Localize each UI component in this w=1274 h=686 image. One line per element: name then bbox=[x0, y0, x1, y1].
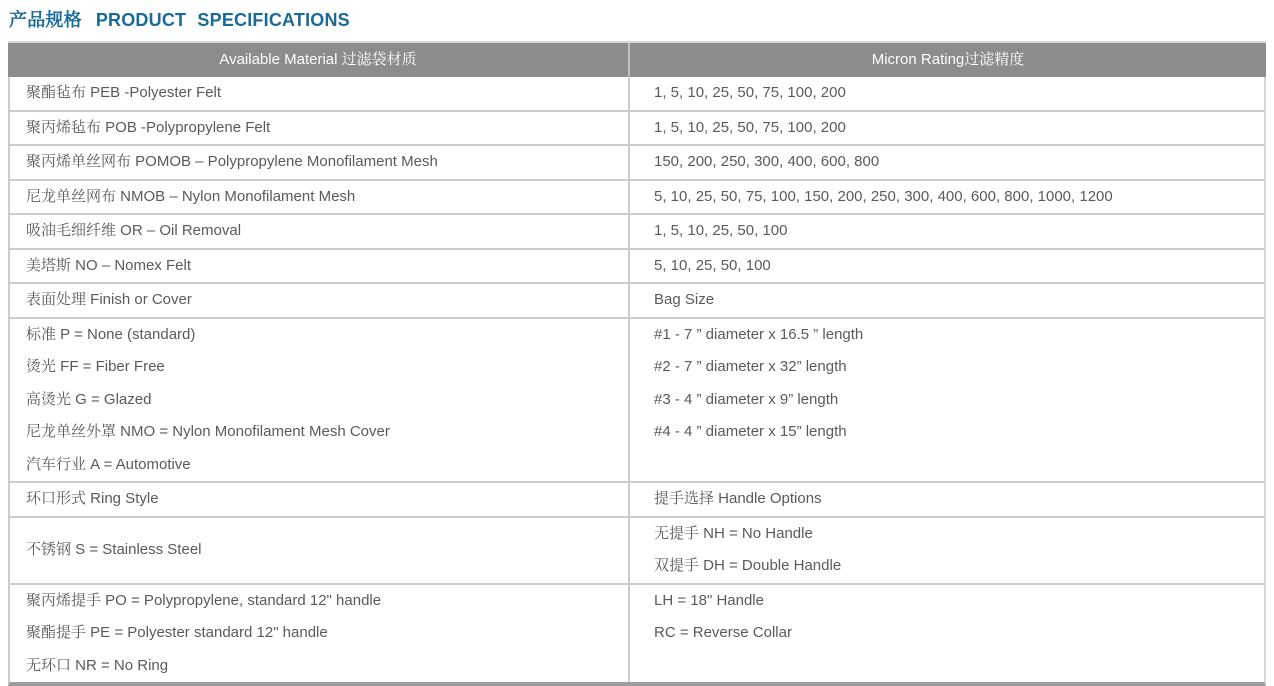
cell-right bbox=[630, 77, 1264, 110]
cell-line: 尼龙单丝外罩 NMO = Nylon Monofilament Mesh Cover bbox=[26, 423, 390, 440]
cell-left bbox=[10, 112, 630, 145]
table-row bbox=[10, 319, 1264, 484]
cell-right bbox=[630, 215, 1264, 248]
table-row bbox=[10, 112, 1264, 147]
cell-line: 聚酯提手 PE = Polyester standard 12" handle bbox=[26, 624, 328, 641]
cell-line: 不锈钢 S = Stainless Steel bbox=[26, 540, 202, 558]
cell-line: 双提手 DH = Double Handle bbox=[654, 557, 842, 574]
cell-left bbox=[10, 250, 630, 283]
cell-line: 150, 200, 250, 300, 400, 600, 800 bbox=[654, 153, 880, 170]
table-row bbox=[10, 181, 1264, 216]
cell-line: 汽车行业 A = Automotive bbox=[26, 455, 191, 473]
table-row bbox=[10, 585, 1264, 683]
page-title-en: PRODUCT SPECIFICATIONS bbox=[95, 10, 350, 30]
cell-line: Bag Size bbox=[654, 291, 715, 308]
cell-right bbox=[630, 483, 1264, 516]
cell-line: 高烫光 G = Glazed bbox=[26, 390, 152, 408]
cell-left bbox=[10, 146, 630, 179]
cell-line: 1, 5, 10, 25, 50, 75, 100, 200 bbox=[654, 84, 846, 101]
cell-line: 1, 5, 10, 25, 50, 75, 100, 200 bbox=[654, 118, 846, 136]
cell-left bbox=[10, 181, 630, 214]
cell-left bbox=[10, 215, 630, 248]
cell-line: #4 - 4 ” diameter x 15” length bbox=[654, 423, 847, 440]
cell-left bbox=[10, 585, 630, 683]
header-micron-rating: Micron Rating过滤精度 bbox=[871, 51, 1025, 68]
cell-line: 尼龙单丝网布 NMOB – Nylon Monofilament Mesh bbox=[26, 187, 356, 205]
cell-line: 表面处理 Finish or Cover bbox=[26, 291, 192, 308]
cell-line: 吸油毛细纤维 OR – Oil Removal bbox=[26, 222, 242, 239]
cell-line: 烫光 FF = Fiber Free bbox=[26, 358, 165, 375]
table-row bbox=[10, 284, 1264, 319]
cell-right bbox=[630, 284, 1264, 317]
cell-line: 聚丙烯提手 PO = Polypropylene, standard 12" handle bbox=[26, 591, 382, 609]
cell-line: #1 - 7 ” diameter x 16.5 ” length bbox=[654, 325, 864, 343]
cell-line: 美塔斯 NO – Nomex Felt bbox=[26, 256, 192, 274]
cell-right bbox=[630, 319, 1264, 482]
cell-left bbox=[10, 284, 630, 317]
cell-right bbox=[630, 146, 1264, 179]
cell-left bbox=[10, 518, 630, 583]
cell-right bbox=[630, 585, 1264, 683]
product-spec-table bbox=[8, 41, 1266, 686]
table-body bbox=[8, 77, 1266, 686]
header-available-material: Available Material 过滤袋材质 bbox=[8, 43, 630, 77]
cell-line: #2 - 7 ” diameter x 32” length bbox=[654, 358, 847, 375]
page-title-zh: 产品规格 bbox=[9, 10, 82, 30]
cell-line: 1, 5, 10, 25, 50, 100 bbox=[654, 222, 788, 239]
table-row bbox=[10, 250, 1264, 285]
cell-line: 提手选择 Handle Options bbox=[654, 490, 822, 507]
cell-line: 环口形式 Ring Style bbox=[26, 490, 159, 507]
cell-line: 标准 P = None (standard) bbox=[26, 325, 196, 343]
table-row bbox=[10, 518, 1264, 585]
table-row bbox=[10, 483, 1264, 518]
cell-right bbox=[630, 250, 1264, 283]
table-row bbox=[10, 146, 1264, 181]
cell-line: RC = Reverse Collar bbox=[654, 624, 792, 641]
cell-line: 无环口 NR = No Ring bbox=[26, 656, 169, 674]
cell-line: #3 - 4 ” diameter x 9” length bbox=[654, 390, 839, 408]
table-row bbox=[10, 77, 1264, 112]
cell-line: 聚丙烯毡布 POB -Polypropylene Felt bbox=[26, 118, 271, 136]
table-header-row bbox=[8, 41, 1266, 77]
cell-left bbox=[10, 319, 630, 482]
cell-right bbox=[630, 112, 1264, 145]
cell-line: 聚丙烯单丝网布 POMOB – Polypropylene Monofilament Mesh bbox=[26, 153, 438, 170]
cell-left bbox=[10, 77, 630, 110]
cell-line: 5, 10, 25, 50, 75, 100, 150, 200, 250, 300, 400, 600, 800, 1000, 1200 bbox=[654, 187, 1113, 205]
cell-line: LH = 18" Handle bbox=[654, 591, 764, 609]
cell-left bbox=[10, 483, 630, 516]
table-row bbox=[10, 215, 1264, 250]
cell-right bbox=[630, 181, 1264, 214]
cell-line: 聚酯毡布 PEB -Polyester Felt bbox=[26, 84, 222, 101]
cell-right bbox=[630, 518, 1264, 583]
cell-line: 5, 10, 25, 50, 100 bbox=[654, 256, 771, 274]
page-title bbox=[9, 6, 1266, 32]
cell-line: 无提手 NH = No Handle bbox=[654, 524, 813, 542]
